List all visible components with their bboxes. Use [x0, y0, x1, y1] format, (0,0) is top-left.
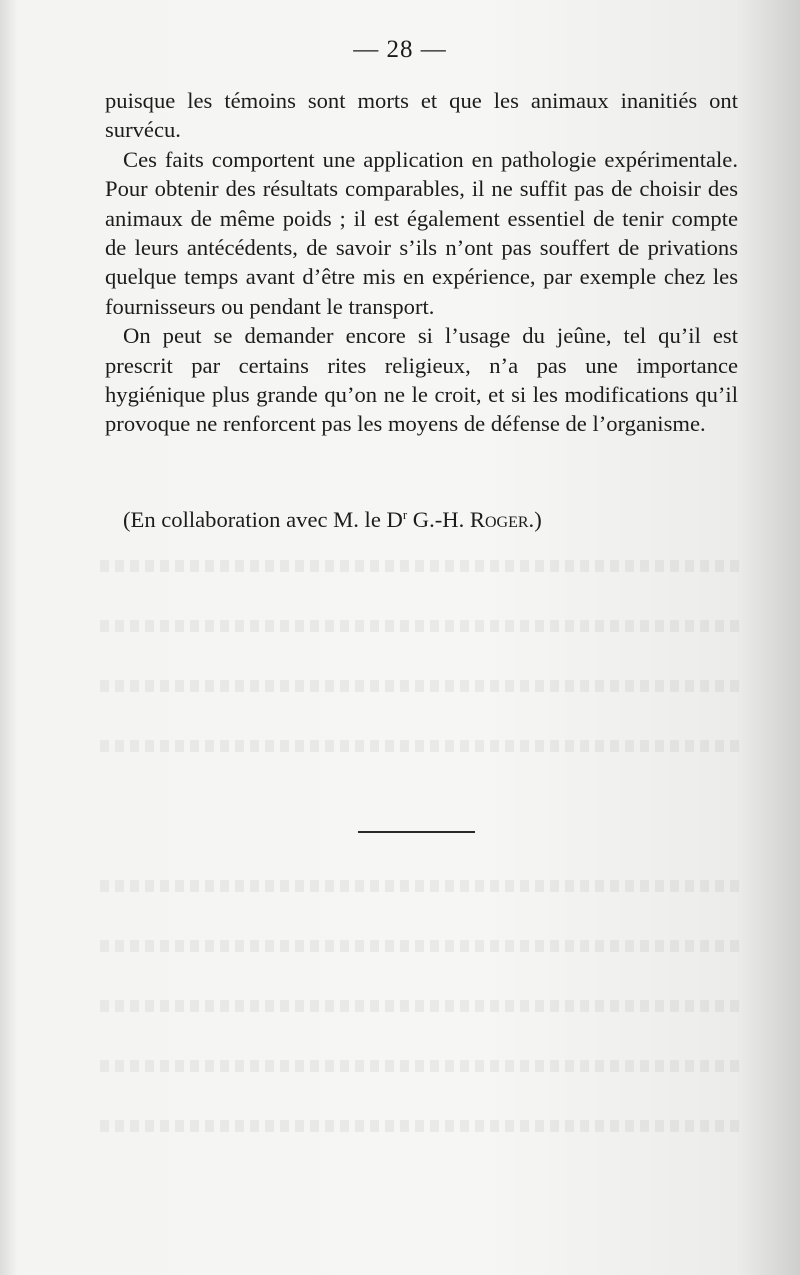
page-number: — 28 — [353, 36, 447, 63]
collaboration-note [123, 500, 542, 534]
body-text [105, 86, 738, 439]
show-through-line [100, 620, 740, 632]
collab-surname: Roger [469, 507, 529, 532]
show-through-line [100, 1060, 740, 1072]
collab-initials: G.-H. [407, 507, 470, 532]
paragraph-fasting: On peut se demander encore si l’usage du jeûne, tel qu’il est prescrit par certains rites religieux, n’a pas une importance hygiénique plus grande qu’on ne le croit, et si les modifications qu’il provoque ne renforcent pas les moyens de défense de l’organisme. [105, 323, 738, 437]
show-through-line [100, 940, 740, 952]
section-divider-rule [358, 831, 475, 833]
show-through-line [100, 560, 740, 572]
show-through-line [100, 680, 740, 692]
show-through-line [100, 1000, 740, 1012]
show-through-line [100, 1120, 740, 1132]
show-through-line [100, 880, 740, 892]
show-through-line [100, 740, 740, 752]
collab-prefix: (En collaboration avec M. le D [123, 507, 403, 532]
doctor-superscript: r [402, 507, 408, 522]
collab-suffix: .) [528, 507, 542, 532]
paragraph-continuation: puisque les témoins sont morts et que les animaux inanitiés ont survécu. [105, 88, 738, 143]
paragraph-pathology: Ces faits comportent une application en pathologie expérimentale. Pour obtenir des résultats comparables, il ne suffit pas de choisir des animaux de même poids ; il est également essentiel de tenir compte de leurs antécédents, de savoir s’ils n’ont pas souffert de privations quelque temps avant d’être mis en expérience, par exemple chez les fournisseurs ou pendant le transport. [105, 146, 738, 319]
